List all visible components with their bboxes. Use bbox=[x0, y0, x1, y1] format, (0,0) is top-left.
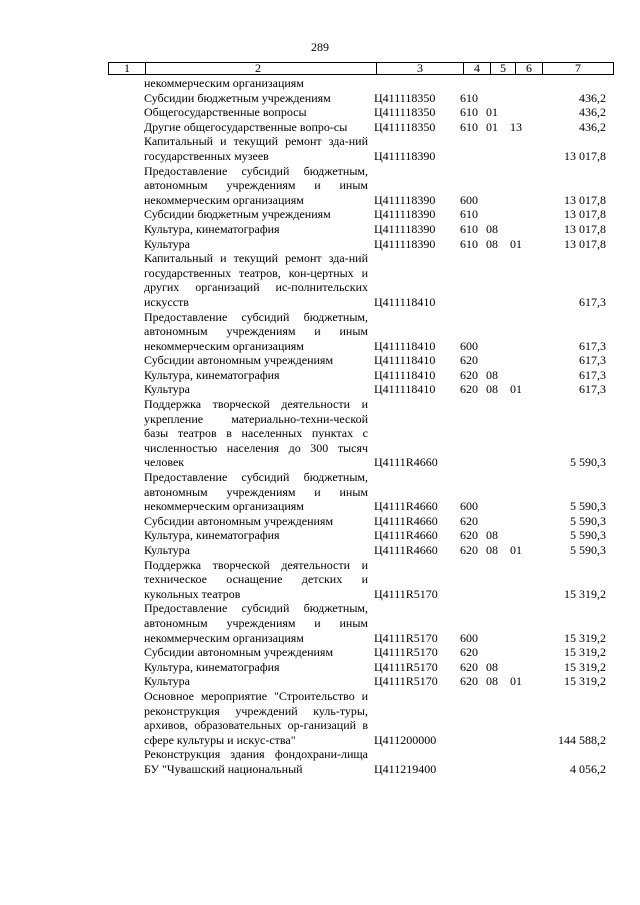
row-section: 08 bbox=[486, 236, 498, 251]
row-subsection bbox=[510, 689, 536, 747]
row-name: Субсидии бюджетным учреждениям bbox=[144, 207, 331, 222]
row-name: Общегосударственные вопросы bbox=[144, 105, 307, 120]
row-subsection bbox=[510, 207, 536, 222]
row-subsection: 13 bbox=[510, 119, 522, 134]
row-code: Ц4111R5170 bbox=[374, 674, 438, 689]
table-row bbox=[108, 310, 614, 354]
row-name: Субсидии автономным учреждениям bbox=[144, 513, 334, 528]
row-section: 01 bbox=[486, 119, 498, 134]
row-code: Ц411118390 bbox=[374, 207, 436, 222]
row-spacer bbox=[108, 543, 144, 558]
row-subsection: 01 bbox=[510, 236, 522, 251]
row-expense-type: 610 bbox=[460, 207, 478, 222]
row-expense-type: 610 bbox=[460, 105, 478, 120]
row-amount: 436,2 bbox=[579, 119, 606, 134]
header-col-3: 3 bbox=[377, 63, 464, 75]
table-row bbox=[108, 164, 614, 208]
row-name: Предоставление субсидий бюджетным, автономным учреждениям и иным некоммерческим организациям bbox=[144, 309, 368, 353]
row-spacer bbox=[108, 397, 144, 470]
row-amount: 15 319,2 bbox=[564, 586, 606, 601]
row-spacer bbox=[108, 368, 144, 383]
row-section bbox=[486, 207, 510, 222]
table-row bbox=[108, 543, 614, 558]
table-row bbox=[108, 368, 614, 383]
row-name: Культура, кинематография bbox=[144, 367, 280, 382]
table-row bbox=[108, 207, 614, 222]
row-spacer bbox=[108, 120, 144, 135]
table-row bbox=[108, 601, 614, 645]
row-name: Культура bbox=[144, 674, 190, 689]
row-amount: 436,2 bbox=[579, 90, 606, 105]
row-section bbox=[486, 558, 510, 602]
row-section bbox=[486, 76, 510, 91]
row-amount: 5 590,3 bbox=[570, 499, 606, 514]
row-name: Субсидии бюджетным учреждениям bbox=[144, 90, 331, 105]
row-spacer bbox=[108, 601, 144, 645]
row-spacer bbox=[108, 310, 144, 354]
row-name: Другие общегосударственные вопро-сы bbox=[144, 119, 348, 134]
row-amount: 15 319,2 bbox=[564, 630, 606, 645]
row-expense-type bbox=[460, 747, 486, 776]
row-spacer bbox=[108, 470, 144, 514]
row-code: Ц411118390 bbox=[374, 236, 436, 251]
header-col-6: 6 bbox=[516, 63, 543, 75]
row-subsection: 01 bbox=[510, 382, 522, 397]
row-amount: 617,3 bbox=[579, 338, 606, 353]
table-row bbox=[108, 558, 614, 602]
header-col-5: 5 bbox=[491, 63, 516, 75]
row-expense-type: 600 bbox=[460, 192, 478, 207]
row-name: Культура bbox=[144, 382, 190, 397]
row-subsection bbox=[510, 368, 536, 383]
row-section bbox=[486, 514, 510, 529]
row-section: 08 bbox=[486, 221, 498, 236]
row-spacer bbox=[108, 134, 144, 163]
row-expense-type: 620 bbox=[460, 528, 478, 543]
row-subsection: 01 bbox=[510, 543, 522, 557]
row-section bbox=[486, 397, 510, 470]
row-subsection bbox=[510, 134, 536, 163]
row-code: Ц411118410 bbox=[374, 338, 436, 353]
row-amount bbox=[536, 76, 614, 91]
row-amount: 617,3 bbox=[579, 353, 606, 368]
row-spacer bbox=[108, 164, 144, 208]
row-spacer bbox=[108, 105, 144, 120]
budget-table-body bbox=[108, 76, 614, 777]
row-expense-type bbox=[460, 251, 486, 309]
header-col-4: 4 bbox=[464, 63, 491, 75]
row-section bbox=[486, 645, 510, 660]
row-spacer bbox=[108, 237, 144, 252]
row-name: Культура bbox=[144, 543, 190, 557]
table-row bbox=[108, 382, 614, 397]
row-spacer bbox=[108, 747, 144, 776]
table-row bbox=[108, 222, 614, 237]
row-section: 08 bbox=[486, 543, 498, 557]
row-amount: 13 017,8 bbox=[564, 236, 606, 251]
row-amount: 5 590,3 bbox=[570, 513, 606, 528]
row-amount: 13 017,8 bbox=[564, 207, 606, 222]
row-amount: 15 319,2 bbox=[564, 674, 606, 689]
row-name: Культура, кинематография bbox=[144, 659, 280, 674]
row-code: Ц411118410 bbox=[374, 294, 436, 309]
row-expense-type bbox=[460, 558, 486, 602]
row-section bbox=[486, 601, 510, 645]
row-section bbox=[486, 251, 510, 309]
row-subsection bbox=[510, 353, 536, 368]
table-row bbox=[108, 689, 614, 747]
row-code: Ц411118390 bbox=[374, 221, 436, 236]
budget-table bbox=[108, 76, 614, 777]
row-name: Субсидии автономным учреждениям bbox=[144, 645, 334, 660]
row-spacer bbox=[108, 222, 144, 237]
row-expense-type bbox=[460, 397, 486, 470]
row-name: Капитальный и текущий ремонт зда-ний государственных музеев bbox=[144, 134, 368, 163]
row-amount: 5 590,3 bbox=[570, 528, 606, 543]
row-expense-type: 610 bbox=[460, 90, 478, 105]
row-section bbox=[486, 91, 510, 106]
row-spacer bbox=[108, 382, 144, 397]
row-code: Ц4111R5170 bbox=[374, 630, 438, 645]
row-name: Культура, кинематография bbox=[144, 221, 280, 236]
row-section bbox=[486, 470, 510, 514]
row-section: 08 bbox=[486, 674, 498, 689]
row-amount: 13 017,8 bbox=[564, 221, 606, 236]
header-col-1: 1 bbox=[109, 63, 146, 75]
row-amount: 15 319,2 bbox=[564, 645, 606, 660]
row-expense-type: 620 bbox=[460, 674, 478, 689]
row-code: Ц4111R4660 bbox=[374, 543, 438, 557]
table-row bbox=[108, 747, 614, 776]
row-amount: 13 017,8 bbox=[564, 148, 606, 163]
table-row bbox=[108, 674, 614, 689]
row-spacer bbox=[108, 76, 144, 91]
table-row bbox=[108, 397, 614, 470]
row-expense-type: 610 bbox=[460, 236, 478, 251]
row-code: Ц4111R4660 bbox=[374, 513, 438, 528]
row-section bbox=[486, 310, 510, 354]
row-name: Культура bbox=[144, 236, 190, 251]
row-expense-type: 620 bbox=[460, 659, 478, 674]
row-subsection bbox=[510, 251, 536, 309]
row-name: Реконструкция здания фондохрани-лища БУ "Чувашский национальный bbox=[144, 747, 368, 776]
row-section: 08 bbox=[486, 382, 498, 397]
row-amount: 5 590,3 bbox=[570, 455, 606, 470]
row-spacer bbox=[108, 207, 144, 222]
row-expense-type: 620 bbox=[460, 382, 478, 397]
row-amount: 617,3 bbox=[579, 382, 606, 397]
header-col-7: 7 bbox=[543, 63, 614, 75]
row-name: Предоставление субсидий бюджетным, автономным учреждениям и иным некоммерческим организациям bbox=[144, 470, 368, 514]
row-expense-type: 610 bbox=[460, 221, 478, 236]
row-expense-type: 620 bbox=[460, 367, 478, 382]
row-name: Предоставление субсидий бюджетным, автономным учреждениям и иным некоммерческим организациям bbox=[144, 163, 368, 207]
table-row bbox=[108, 91, 614, 106]
row-subsection bbox=[510, 528, 536, 543]
row-subsection bbox=[510, 310, 536, 354]
row-spacer bbox=[108, 645, 144, 660]
row-code: Ц4111R4660 bbox=[374, 455, 438, 470]
table-row bbox=[108, 514, 614, 529]
table-row bbox=[108, 353, 614, 368]
row-spacer bbox=[108, 660, 144, 675]
table-row bbox=[108, 660, 614, 675]
row-section bbox=[486, 747, 510, 776]
row-subsection: 01 bbox=[510, 674, 522, 689]
row-name: Основное мероприятие "Строительство и реконструкция учреждений куль-туры, архивов, образовательных ор-ганизаций в сфере культуры и искус-ства" bbox=[144, 688, 368, 747]
row-subsection bbox=[510, 470, 536, 514]
row-expense-type: 600 bbox=[460, 499, 478, 514]
table-row bbox=[108, 470, 614, 514]
row-subsection bbox=[510, 91, 536, 106]
row-name: Поддержка творческой деятельности и техническое оснащение детских и кукольных театров bbox=[144, 557, 368, 601]
row-name: Предоставление субсидий бюджетным, автономным учреждениям и иным некоммерческим организациям bbox=[144, 601, 368, 645]
row-spacer bbox=[108, 353, 144, 368]
row-code bbox=[374, 76, 460, 91]
row-name: некоммерческим организациям bbox=[144, 76, 304, 90]
row-code: Ц411118410 bbox=[374, 353, 436, 368]
row-code: Ц411118350 bbox=[374, 90, 436, 105]
row-code: Ц411118350 bbox=[374, 105, 436, 120]
row-subsection bbox=[510, 558, 536, 602]
header-col-2: 2 bbox=[146, 63, 377, 75]
table-row bbox=[108, 645, 614, 660]
row-amount: 5 590,3 bbox=[570, 543, 606, 557]
row-spacer bbox=[108, 514, 144, 529]
row-amount: 13 017,8 bbox=[564, 192, 606, 207]
row-expense-type: 620 bbox=[460, 513, 478, 528]
row-code: Ц4111R5170 bbox=[374, 645, 438, 660]
row-name: Капитальный и текущий ремонт зда-ний государственных театров, кон-цертных и других организаций ис-полнительских искусств bbox=[144, 251, 368, 309]
row-code: Ц411118410 bbox=[374, 367, 436, 382]
row-expense-type: 600 bbox=[460, 630, 478, 645]
row-expense-type bbox=[460, 134, 486, 163]
row-amount: 4 056,2 bbox=[570, 761, 606, 776]
table-row bbox=[108, 237, 614, 252]
table-row bbox=[108, 76, 614, 91]
row-spacer bbox=[108, 689, 144, 747]
table-header bbox=[108, 62, 614, 75]
table-row bbox=[108, 528, 614, 543]
row-subsection bbox=[510, 76, 536, 91]
row-code: Ц4111R5170 bbox=[374, 586, 438, 601]
row-subsection bbox=[510, 601, 536, 645]
row-spacer bbox=[108, 558, 144, 602]
row-code: Ц4111R4660 bbox=[374, 528, 438, 543]
row-subsection bbox=[510, 660, 536, 675]
row-spacer bbox=[108, 91, 144, 106]
row-section bbox=[486, 689, 510, 747]
table-row bbox=[108, 251, 614, 309]
row-code: Ц4111R4660 bbox=[374, 499, 438, 514]
row-subsection bbox=[510, 105, 536, 120]
row-section: 08 bbox=[486, 367, 498, 382]
row-code: Ц411118350 bbox=[374, 119, 436, 134]
row-code: Ц411118390 bbox=[374, 192, 436, 207]
row-expense-type: 600 bbox=[460, 338, 478, 353]
row-section bbox=[486, 164, 510, 208]
row-expense-type bbox=[460, 76, 486, 91]
row-code: Ц411200000 bbox=[374, 732, 437, 747]
row-code: Ц411118390 bbox=[374, 148, 436, 163]
row-section: 08 bbox=[486, 528, 498, 543]
row-section: 08 bbox=[486, 659, 498, 674]
row-subsection bbox=[510, 514, 536, 529]
row-code: Ц411219400 bbox=[374, 761, 437, 776]
table-row bbox=[108, 134, 614, 163]
row-amount: 436,2 bbox=[579, 105, 606, 120]
row-expense-type: 620 bbox=[460, 645, 478, 660]
row-expense-type bbox=[460, 689, 486, 747]
row-name: Поддержка творческой деятельности и укрепление материально-техни-ческой базы театров в населенных пунктах с численностью населения до 300 тысяч человек bbox=[144, 397, 368, 470]
row-amount: 617,3 bbox=[579, 367, 606, 382]
row-code: Ц411118410 bbox=[374, 382, 436, 397]
row-spacer bbox=[108, 251, 144, 309]
row-section: 01 bbox=[486, 105, 498, 120]
table-row bbox=[108, 105, 614, 120]
row-spacer bbox=[108, 528, 144, 543]
table-row bbox=[108, 120, 614, 135]
row-name: Культура, кинематография bbox=[144, 528, 280, 543]
row-subsection bbox=[510, 747, 536, 776]
row-section bbox=[486, 353, 510, 368]
row-subsection bbox=[510, 222, 536, 237]
row-spacer bbox=[108, 674, 144, 689]
row-subsection bbox=[510, 164, 536, 208]
row-subsection bbox=[510, 645, 536, 660]
row-amount: 617,3 bbox=[579, 294, 606, 309]
row-expense-type: 610 bbox=[460, 119, 478, 134]
row-subsection bbox=[510, 397, 536, 470]
row-section bbox=[486, 134, 510, 163]
row-amount: 15 319,2 bbox=[564, 659, 606, 674]
row-name: Субсидии автономным учреждениям bbox=[144, 353, 334, 368]
page-number: 289 bbox=[311, 40, 329, 54]
row-expense-type: 620 bbox=[460, 543, 478, 557]
row-amount: 144 588,2 bbox=[558, 732, 606, 747]
row-expense-type: 620 bbox=[460, 353, 478, 368]
row-code: Ц4111R5170 bbox=[374, 659, 438, 674]
